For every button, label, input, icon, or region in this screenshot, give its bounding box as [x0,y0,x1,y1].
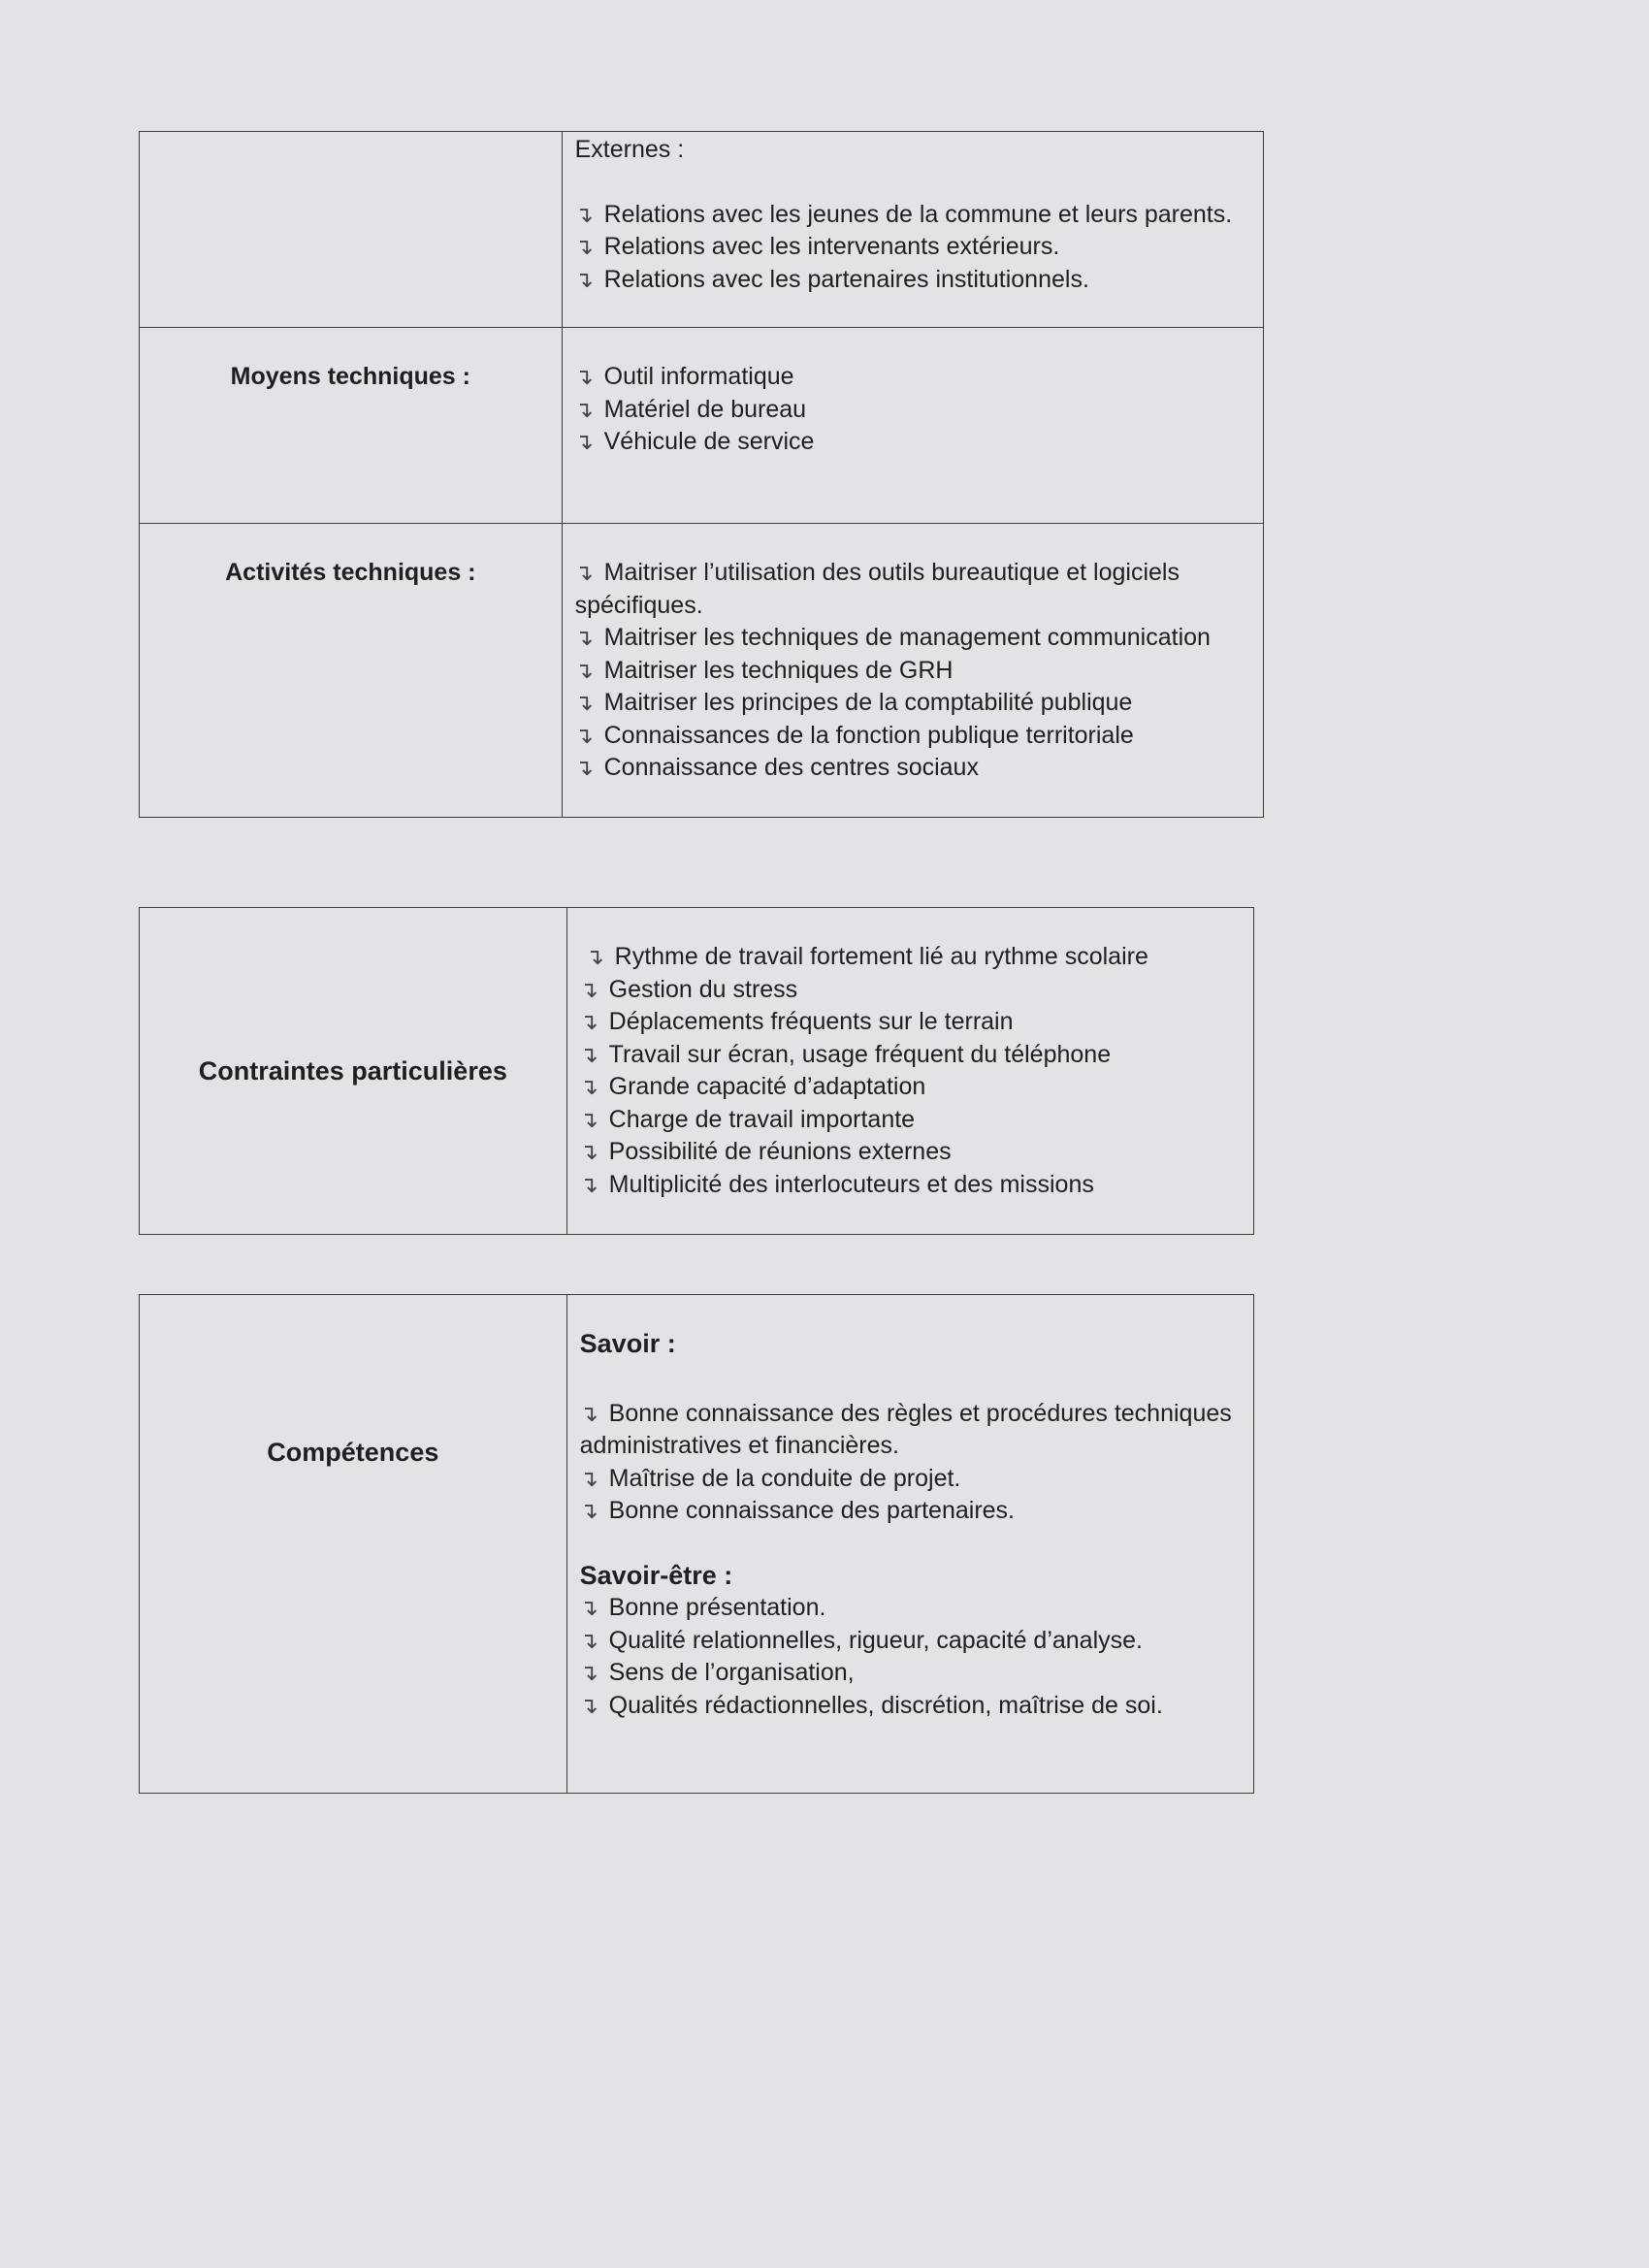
spacer [580,1361,1242,1398]
arrow-bullet-icon: ↴ [579,1595,598,1620]
list-item [580,1398,1242,1463]
row-label-contraintes: Contraintes particulières [140,908,567,1235]
list-item-text: Travail sur écran, usage fréquent du téléphone [608,1040,1112,1068]
list-item [575,231,1251,264]
arrow-bullet-icon: ↴ [574,625,594,650]
list-item [580,1169,1242,1202]
list-item [580,1136,1242,1169]
list-item [580,1463,1242,1496]
list-item [575,394,1251,427]
row-label-activites-techniques: Activités techniques : [140,524,563,818]
list-item-text: Outil informatique [603,363,794,390]
list-item-text: Déplacements fréquents sur le terrain [608,1008,1014,1035]
table-row-relations [140,132,1264,328]
list-item [575,687,1251,720]
arrow-bullet-icon: ↴ [579,1074,598,1099]
list-item-text: Maitriser les principes de la comptabilité publique [603,689,1133,716]
list-item-text: Rythme de travail fortement lié au rythme scolaire [614,943,1148,970]
list-item [575,426,1251,459]
list-item-text: Relations avec les partenaires institutionnels. [603,265,1089,293]
list-item-text: Maitriser les techniques de GRH [603,656,954,684]
arrow-bullet-icon: ↴ [574,234,594,259]
list-item-text: Gestion du stress [608,975,798,1003]
list-item [575,720,1251,753]
arrow-bullet-icon: ↴ [574,429,594,454]
list-item [575,264,1251,297]
list-item [580,974,1242,1007]
arrow-bullet-icon: ↴ [579,1692,598,1718]
competences-table [139,1294,1254,1794]
list-item-text: Bonne connaissance des partenaires. [608,1497,1015,1524]
list-item [580,1071,1242,1104]
arrow-bullet-icon: ↴ [585,944,604,969]
list-item-text: Connaissance des centres sociaux [603,754,979,781]
list-item [575,752,1251,785]
row-label-empty [140,132,563,328]
activites-techniques-content [562,524,1263,818]
arrow-bullet-icon: ↴ [574,266,594,292]
list-item-text: Relations avec les jeunes de la commune et leurs parents. [603,200,1233,228]
relations-content [562,132,1263,328]
table-row-contraintes [140,908,1254,1235]
list-item [575,655,1251,688]
list-item-text: Grande capacité d’adaptation [608,1073,926,1100]
arrow-bullet-icon: ↴ [579,1139,598,1164]
list-item [580,1495,1242,1528]
list-item-text: Bonne présentation. [608,1594,826,1621]
externes-intro: Externes : [574,136,685,163]
list-item [575,361,1251,394]
list-item-text: Connaissances de la fonction publique territoriale [603,721,1134,749]
competences-content [566,1295,1253,1794]
list-item-text: Charge de travail importante [608,1105,916,1133]
list-item [580,1625,1242,1658]
list-item [580,1690,1242,1723]
arrow-bullet-icon: ↴ [574,657,594,683]
spacer [580,1528,1242,1560]
table-row-activites-techniques [140,524,1264,818]
list-item-text: Maîtrise de la conduite de projet. [608,1464,961,1492]
arrow-bullet-icon: ↴ [574,755,594,780]
list-item [580,1039,1242,1072]
arrow-bullet-icon: ↴ [574,690,594,715]
moyens-techniques-content [562,328,1263,524]
arrow-bullet-icon: ↴ [579,1106,598,1132]
arrow-bullet-icon: ↴ [579,1627,598,1653]
list-item [575,199,1251,232]
arrow-bullet-icon: ↴ [579,1041,598,1067]
arrow-bullet-icon: ↴ [579,1171,598,1197]
list-item-text: Bonne connaissance des règles et procédures techniques administratives et financières. [579,1399,1232,1459]
arrow-bullet-icon: ↴ [574,201,594,227]
arrow-bullet-icon: ↴ [579,1400,598,1426]
savoir-heading: Savoir : [579,1329,676,1358]
arrow-bullet-icon: ↴ [579,1465,598,1491]
list-item [575,622,1251,655]
list-item [580,941,1242,974]
arrow-bullet-icon: ↴ [579,1498,598,1523]
row-label-moyens-techniques: Moyens techniques : [140,328,563,524]
arrow-bullet-icon: ↴ [574,560,594,585]
row-label-competences: Compétences [140,1295,567,1794]
list-item-text: Matériel de bureau [603,395,807,423]
info-table-1 [139,131,1264,818]
list-item-text: Relations avec les intervenants extérieurs. [603,233,1060,260]
list-item [575,557,1251,622]
list-item [580,1657,1242,1690]
list-item [580,1592,1242,1625]
list-item-text: Possibilité de réunions externes [608,1138,952,1165]
arrow-bullet-icon: ↴ [579,1009,598,1034]
table-row-moyens-techniques [140,328,1264,524]
arrow-bullet-icon: ↴ [579,976,598,1002]
arrow-bullet-icon: ↴ [574,364,594,389]
list-item-text: Qualité relationnelles, rigueur, capacité d’analyse. [608,1626,1143,1654]
table-row-competences [140,1295,1254,1794]
list-item-text: Maitriser l’utilisation des outils bureautique et logiciels spécifiques. [574,559,1180,619]
list-item-text: Maitriser les techniques de management communication [603,624,1211,651]
savoir-etre-heading: Savoir-être : [579,1560,733,1590]
spacer [575,167,1251,199]
list-item-text: Multiplicité des interlocuteurs et des missions [608,1170,1094,1198]
list-item-text: Sens de l’organisation, [608,1659,855,1686]
list-item [580,1104,1242,1137]
contraintes-content [566,908,1253,1235]
arrow-bullet-icon: ↴ [574,396,594,422]
arrow-bullet-icon: ↴ [574,722,594,748]
list-item-text: Qualités rédactionnelles, discrétion, maîtrise de soi. [608,1691,1163,1719]
constraints-table [139,907,1254,1235]
list-item-text: Véhicule de service [603,428,815,455]
list-item [580,1006,1242,1039]
arrow-bullet-icon: ↴ [579,1660,598,1685]
